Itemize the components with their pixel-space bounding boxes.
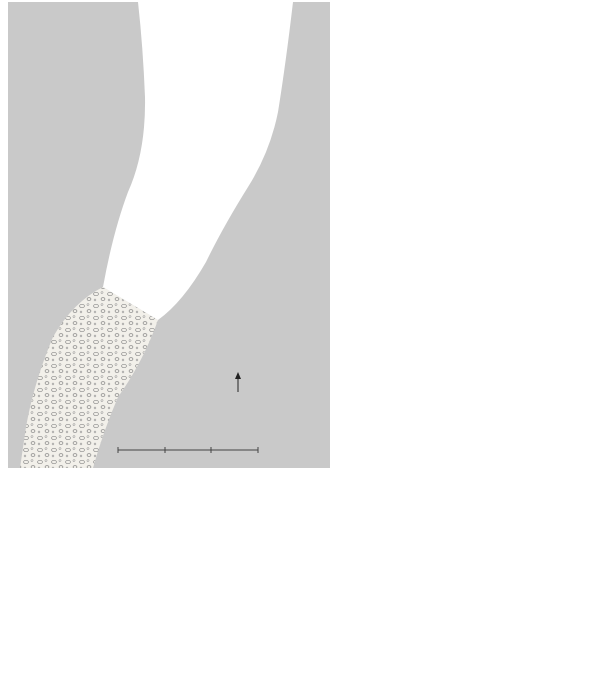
glacier-map xyxy=(8,2,330,468)
